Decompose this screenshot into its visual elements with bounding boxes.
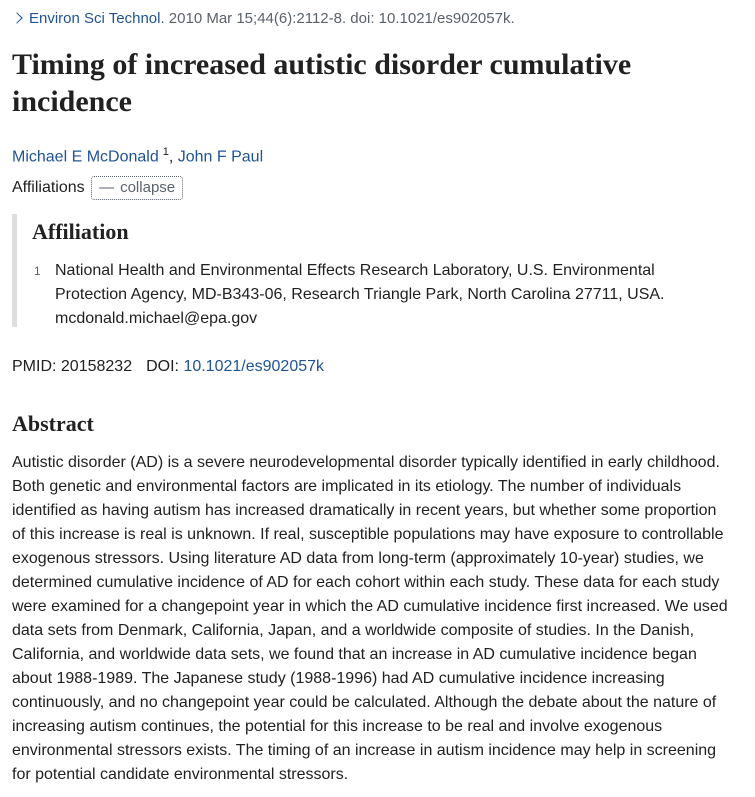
affiliation-number: 1 [34,264,41,278]
minus-icon: — [99,179,115,196]
author-link[interactable]: Michael E McDonald [12,148,159,166]
doi-label: DOI: [146,358,179,375]
pmid-label: PMID: [12,358,57,375]
affiliation-ref[interactable]: 1 [162,146,169,158]
affiliations-toggle-row [12,176,183,200]
citation-details: 2010 Mar 15;44(6):2112-8. doi: 10.1021/es902057k. [164,10,515,27]
author-list [12,141,263,168]
affiliation-text: National Health and Environmental Effects Research Laboratory, U.S. Environmental Protection Agency, MD-B343-06, Research Triangle Park, North Carolina 27711, USA. mcdonald.michael@epa.gov [55,262,665,327]
journal-link[interactable] [12,10,165,27]
affiliation-heading: Affiliation [32,219,129,244]
affiliation-item [32,259,712,331]
abstract-heading: Abstract [12,411,94,436]
collapse-button-label: collapse [120,179,176,196]
collapse-affiliations-button[interactable] [91,176,183,200]
article-title: Timing of increased autistic disorder cumulative incidence [12,48,632,118]
identifiers-row [12,356,324,378]
author-separator: , [168,148,178,166]
citation-line [12,9,515,29]
pmid-value: 20158232 [60,358,133,375]
doi-link[interactable]: 10.1021/es902057k [183,358,325,375]
author-link[interactable]: John F Paul [177,148,264,166]
abstract-text: Autistic disorder (AD) is a severe neurodevelopmental disorder typically identified in early childhood. Both genetic and environmental factors are implicated in its etiology. The number of individuals identified as having autism has increased dramatically in recent years, but whether some proportion of this increase is real is unknown. If real, susceptible populations may have exposure to controllable exogenous stressors. Using literature AD data from long-term (approximately 10-year) studies, we determined cumulative incidence of AD for each cohort within each study. These data for each study were examined for a changepoint year in which the AD cumulative incidence first increased. We used data sets from Denmark, California, Japan, and a worldwide composite of studies. In the Danish, California, and worldwide data sets, we found that an increase in AD cumulative incidence began about 1988-1989. The Japanese study (1988-1996) had AD cumulative incidence increasing continuously, and no changepoint year could be calculated. Although the debate about the nature of increasing autism continues, the potential for this increase to be real and involve exogenous environmental stressors exists. The timing of an increase in autism incidence may help in screening for potential candidate environmental stressors. [12,454,728,783]
journal-name[interactable]: Environ Sci Technol. [29,10,165,27]
affiliations-label: Affiliations [12,179,85,196]
chevron-right-icon [11,12,22,23]
affiliation-panel [12,214,712,327]
